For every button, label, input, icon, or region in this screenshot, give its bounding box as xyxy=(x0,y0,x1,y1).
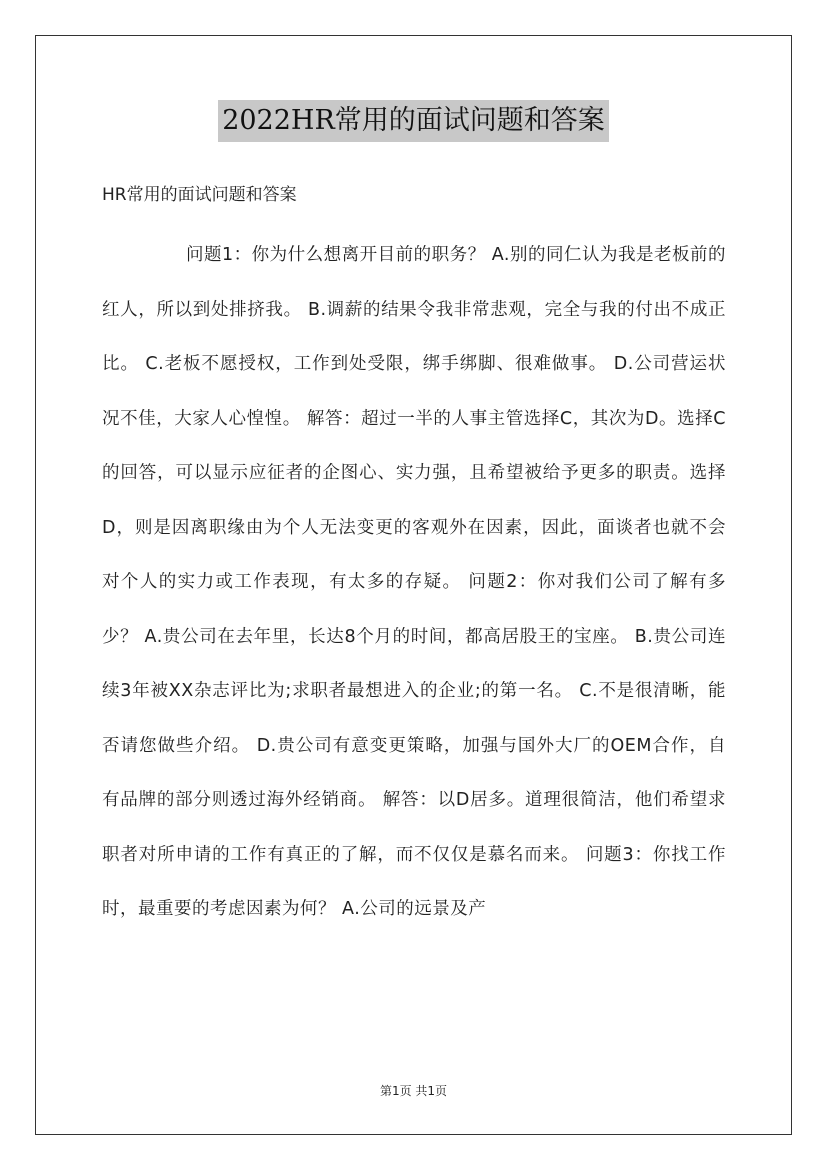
document-body: 问题1：你为什么想离开目前的职务？ A.别的同仁认为我是老板前的红人，所以到处排挤我。 B.调薪的结果令我非常悲观，完全与我的付出不成正比。 C.老板不愿授权，工作到处受限，绑手绑脚、很难做事。 D.公司营运状况不佳，大家人心惶惶。 解答：超过一半的人事主管选择C，其次为D。选择C的回答，可以显示应征者的企图心、实力强，且希望被给予更多的职责。选择D，则是因离职缘由为个人无法变更的客观外在因素，因此，面谈者也就不会对个人的实力或工作表现，有太多的存疑。 问题2：你对我们公司了解有多少？ A.贵公司在去年里，长达8个月的时间，都高居股王的宝座。 B.贵公司连续3年被XX杂志评比为;求职者最想进入的企业;的第一名。 C.不是很清晰，能否请您做些介绍。 D.贵公司有意变更策略，加强与国外大厂的OEM合作，自有品牌的部分则透过海外经销商。 解答：以D居多。道理很简洁，他们希望求职者对所申请的工作有真正的了解，而不仅仅是慕名而来。 问题3：你找工作时，最重要的考虑因素为何？ A.公司的远景及产 xyxy=(102,245,726,919)
document-subtitle: HR常用的面试问题和答案 xyxy=(102,185,297,205)
document-title-wrapper xyxy=(0,100,827,142)
document-title: 2022HR常用的面试问题和答案 xyxy=(218,100,609,142)
page-footer: 第1页 共1页 xyxy=(379,1084,448,1098)
